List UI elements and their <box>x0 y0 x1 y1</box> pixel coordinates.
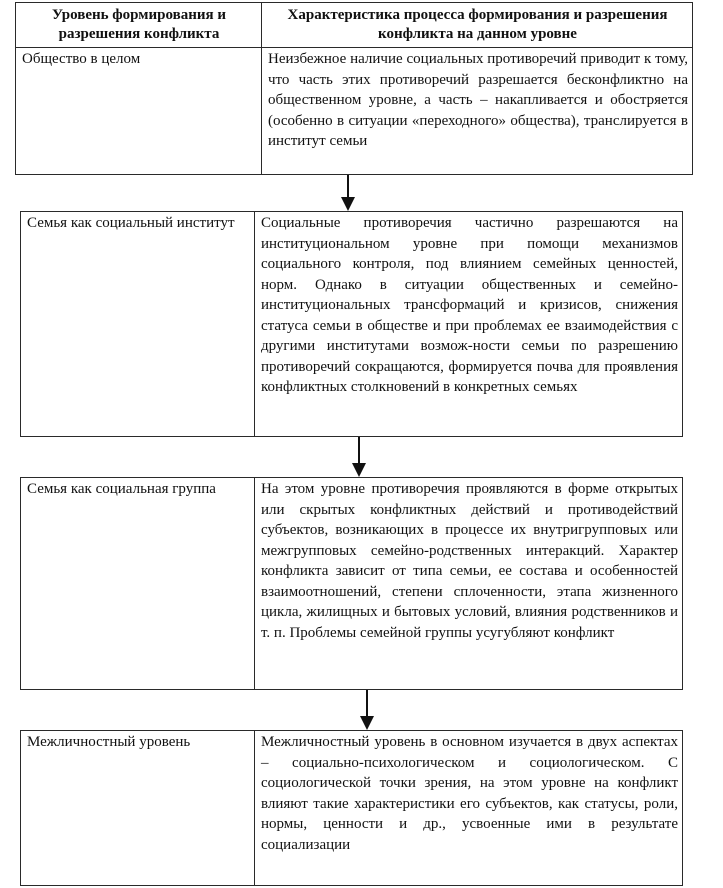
row-interpersonal <box>20 730 683 886</box>
row-characteristic-text: Социальные противоречия частично разрешаются на институциональном уровне при помощи механизмов социального контроля, под влиянием семейных ценностей, норм. Однако в ситуации общественных и семейно-институциональных трансформаций и кризисов, снижения статуса семьи в обществе и при проблемах ее взаимодействия с другими институтами возмож-ности семьи по разрешению противоречий сокращаются, формируется почва для проявления конфликтных столкновений в конкретных семьях <box>261 215 678 395</box>
row-society <box>15 48 693 175</box>
row-characteristic-text: Межличностный уровень в основном изучается в двух аспектах – социально-психологическом и социологическом. С социологической точки зрения, на этом уровне на конфликт влияют такие характеристики его субъектов, как статусы, роли, нормы, ценности и др., усвоенные ими в результате социализации <box>261 734 678 853</box>
row-level-label: Межличностный уровень <box>21 731 255 885</box>
down-arrow-icon <box>349 437 369 477</box>
down-arrow-icon <box>338 175 358 211</box>
down-arrow-icon <box>357 690 377 730</box>
row-level-label: Общество в целом <box>16 48 262 174</box>
row-level-label: Семья как социальная группа <box>21 478 255 689</box>
row-characteristic-text: На этом уровне противоречия проявляются в форме открытых или скрытых конфликтных действий и противодействий субъектов, возникающих в процессе их внутригрупповых или межгрупповых семейно-родственных интеракций. Характер конфликта зависит от типа семьи, ее состава и особенностей взаимоотношений, степени сплоченности, этапа жизненного цикла, жилищных и бытовых условий, влияния родственников и т. п. Проблемы семейной группы усугубляют конфликт <box>261 481 678 641</box>
table-header <box>15 2 693 48</box>
row-family-institution <box>20 211 683 437</box>
row-level-label: Семья как социальный институт <box>21 212 255 436</box>
header-characteristic-cell: Характеристика процесса формирования и разрешения конфликта на данном уровне <box>287 7 668 42</box>
header-level-cell: Уровень формирования и разрешения конфликта <box>16 3 262 47</box>
row-characteristic-text: Неизбежное наличие социальных противоречий приводит к тому, что часть этих противоречий разрешается бесконфликтно на общественном уровне, а часть – накапливается и обостряется (особенно в ситуации «переходного» общества), транслируется в институт семьи <box>268 51 688 149</box>
row-family-group <box>20 477 683 690</box>
